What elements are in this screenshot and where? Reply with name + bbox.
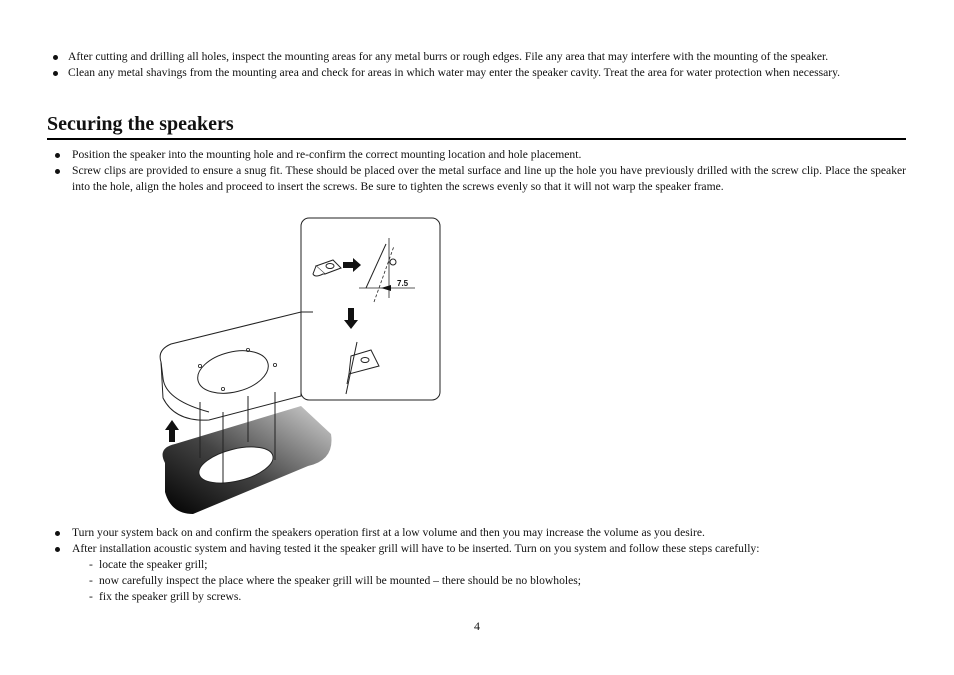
dimension-label: 7.5	[397, 279, 409, 288]
step-text: fix the speaker grill by screws.	[99, 590, 242, 603]
speaker-mounting-illustration	[153, 216, 443, 520]
bullet-dot	[55, 531, 60, 536]
bullet-dot	[53, 71, 58, 76]
section-bullet-list	[72, 147, 906, 195]
bullet-dot	[55, 547, 60, 552]
section-heading: Securing the speakers	[47, 112, 906, 140]
bullet-text: After installation acoustic system and having tested it the speaker grill will have to be inserted. Turn on you system and follow these steps carefully:	[72, 542, 760, 555]
bullet-text: After cutting and drilling all holes, inspect the mounting areas for any metal burrs or rough edges. File any area that may interfere with the mounting of the speaker.	[68, 50, 829, 63]
bullet-dot	[55, 153, 60, 158]
bullet-dot	[55, 169, 60, 174]
list-item	[72, 163, 906, 195]
step-text: now carefully inspect the place where the speaker grill will be mounted – there should be no blowholes;	[99, 574, 581, 587]
step-item: - locate the speaker grill;	[89, 558, 208, 571]
list-item	[68, 65, 906, 81]
step-item: - fix the speaker grill by screws.	[89, 590, 242, 603]
mounting-diagram	[153, 216, 443, 520]
page-number: 4	[474, 619, 480, 633]
list-item	[72, 147, 906, 163]
bullet-dot	[53, 55, 58, 60]
list-item	[72, 541, 906, 605]
up-arrow-icon	[165, 420, 179, 442]
bullet-text: Screw clips are provided to ensure a snug fit. These should be placed over the metal surface and line up the hole you have previously drilled with the screw clip. Place the speaker into the hole, align the holes and proceed to insert the screws. Be sure to tighten the screws evenly so that it will not warp the speaker frame.	[72, 164, 906, 193]
after-install-bullet-list	[72, 525, 906, 605]
detail-inset	[301, 218, 440, 400]
bullet-text: Turn your system back on and confirm the speakers operation first at a low volume and then you may increase the volume as you desire.	[72, 526, 705, 539]
bullet-text: Position the speaker into the mounting hole and re-confirm the correct mounting location and hole placement.	[72, 148, 582, 161]
list-item	[68, 49, 906, 65]
list-item	[72, 525, 906, 541]
step-item: - now carefully inspect the place where the speaker grill will be mounted – there should be no blowholes;	[89, 574, 581, 587]
step-text: locate the speaker grill;	[99, 558, 208, 571]
intro-bullet-list	[68, 49, 906, 81]
grill-steps-list	[72, 557, 906, 605]
bullet-text: Clean any metal shavings from the mounting area and check for areas in which water may enter the speaker cavity. Treat the area for water protection when necessary.	[68, 66, 841, 79]
